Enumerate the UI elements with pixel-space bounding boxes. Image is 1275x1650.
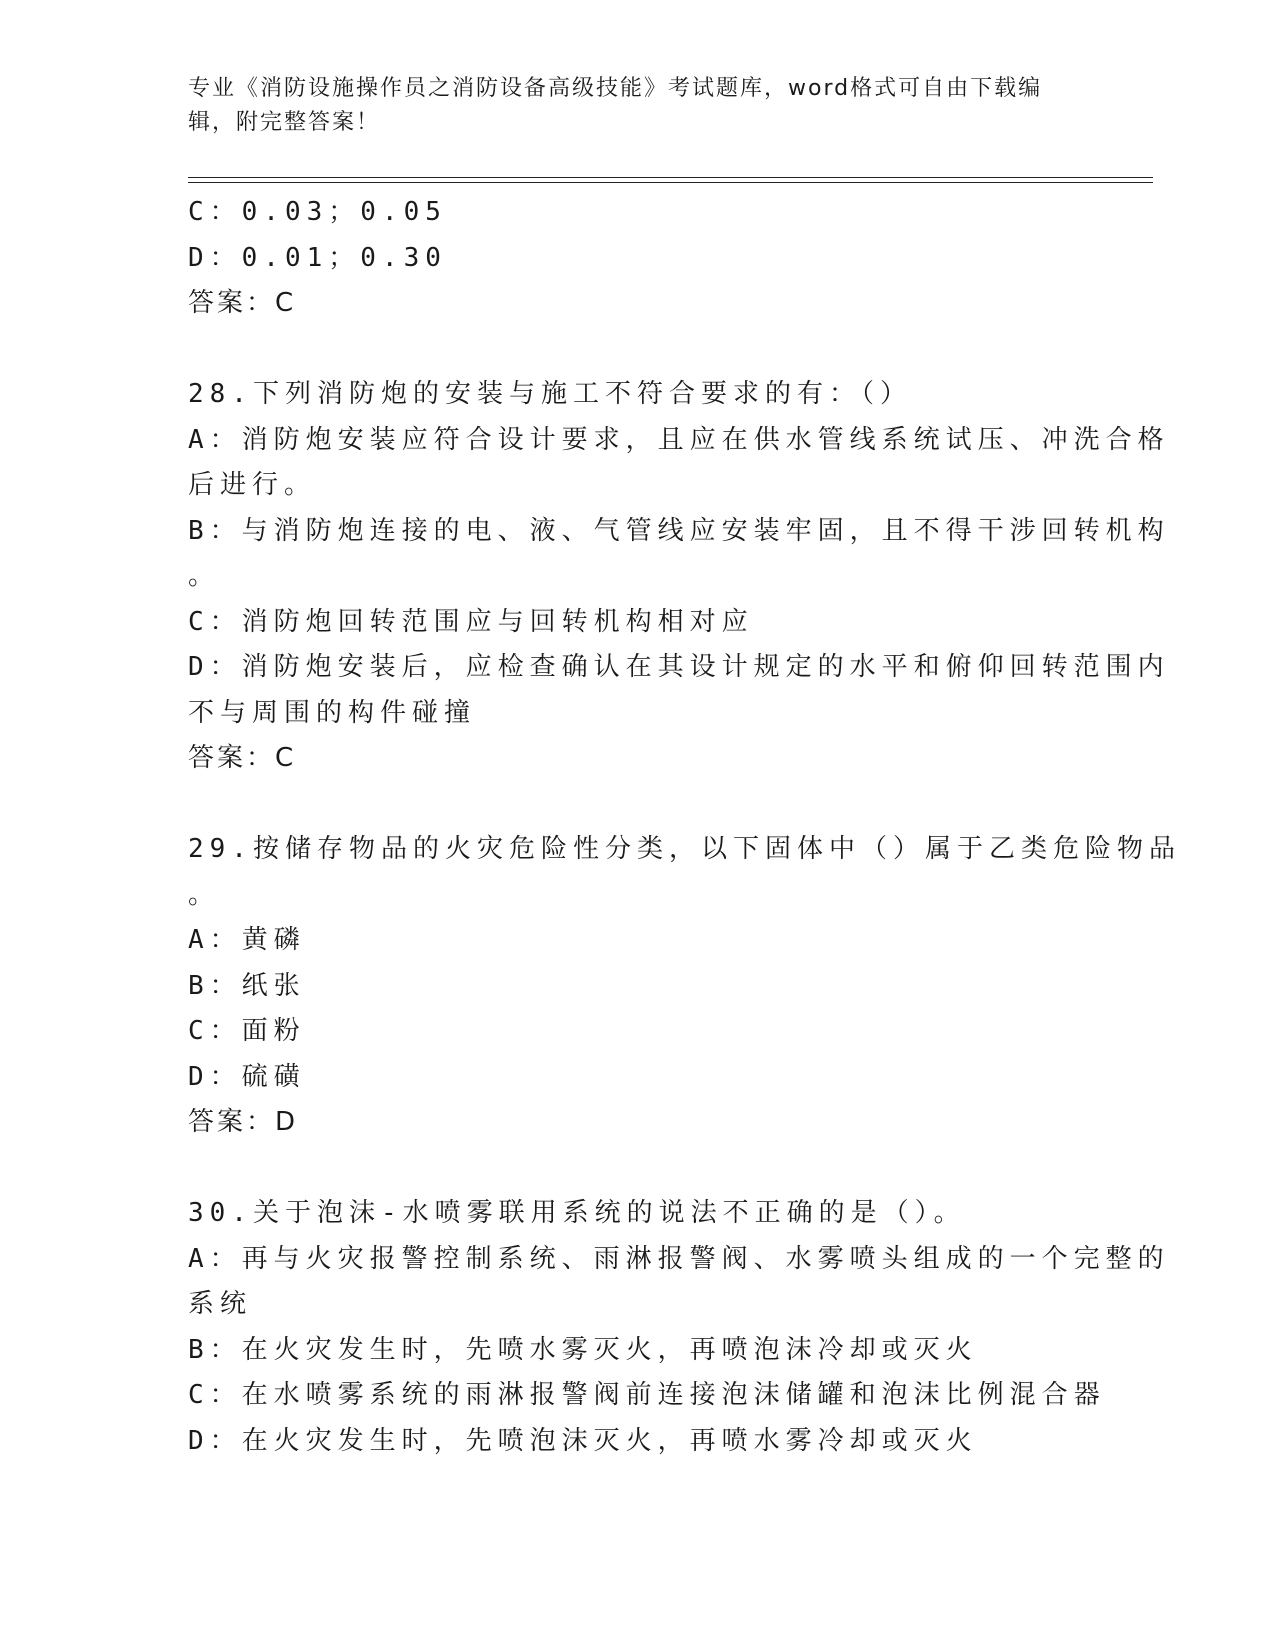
q30-option-a: A：再与火灾报警控制系统、雨淋报警阀、水雾喷头组成的一个完整的: [188, 1243, 1170, 1274]
q28-option-d-cont: 不与周围的构件碰撞: [188, 697, 477, 728]
question-30: [188, 1191, 1170, 1464]
q30-option-a-cont: 系统: [188, 1289, 253, 1319]
spacer: [188, 327, 1068, 373]
q30-option-c: C：在水喷雾系统的雨淋报警阀前连接泡沫储罐和泡沫比例混合器: [188, 1380, 1106, 1410]
q28-option-a: A：消防炮安装应符合设计要求，且应在供水管线系统试压、冲洗合格: [188, 424, 1170, 455]
page-header: 专业《消防设施操作员之消防设备高级技能》考试题库，word格式可自由下载编辑，附完整答案！: [188, 76, 1043, 135]
q29-answer: 答案：D: [188, 1107, 299, 1137]
q27-answer: 答案：C: [188, 288, 297, 318]
q30-question: 30.关于泡沫-水喷雾联用系统的说法不正确的是（）。: [188, 1198, 966, 1228]
header-rule-top: [188, 177, 1153, 178]
q28-option-a-cont: 后进行。: [188, 470, 317, 500]
q29-option-a: A：黄磷: [188, 925, 306, 955]
q28-option-b-cont: 。: [188, 561, 221, 591]
question-28: [188, 372, 1170, 782]
header-rule-bottom: [188, 182, 1153, 183]
q27-option-c: C：0.03；0.05: [188, 197, 447, 227]
q29-option-c: C：面粉: [188, 1016, 306, 1046]
spacer: [188, 1146, 1068, 1192]
q29-option-d: D：硫磺: [188, 1061, 306, 1092]
q28-option-b: B：与消防炮连接的电、液、气管线应安装牢固，且不得干涉回转机构: [188, 515, 1170, 546]
q30-option-b: B：在火灾发生时，先喷水雾灭火，再喷泡沫冷却或灭火: [188, 1334, 978, 1365]
q27-option-d: D：0.01；0.30: [188, 242, 447, 273]
spacer: [188, 782, 1068, 828]
q28-question: 28.下列消防炮的安装与施工不符合要求的有：（）: [188, 379, 912, 409]
q29-option-b: B：纸张: [188, 970, 306, 1001]
q30-option-d: D：在火灾发生时，先喷泡沫灭火，再喷水雾冷却或灭火: [188, 1425, 978, 1456]
q29-question: 29.按储存物品的火灾危险性分类，以下固体中（）属于乙类危险物品: [188, 834, 1181, 864]
q28-answer: 答案：C: [188, 743, 297, 773]
question-list: [188, 190, 1181, 1464]
question-27: [188, 190, 1068, 327]
q28-option-d: D：消防炮安装后，应检查确认在其设计规定的水平和俯仰回转范围内: [188, 652, 1170, 682]
question-29: [188, 827, 1181, 1146]
q28-option-c: C：消防炮回转范围应与回转机构相对应: [188, 606, 754, 637]
q29-question-cont: 。: [188, 879, 221, 910]
